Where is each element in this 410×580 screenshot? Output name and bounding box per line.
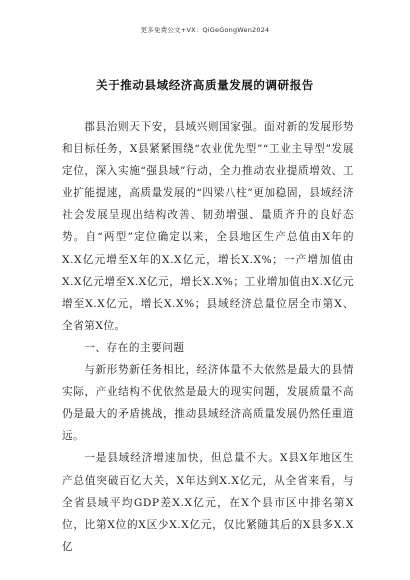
body-paragraph: 一是县域经济增速加快，但总量不大。X县X年地区生产总值突破百亿大关，X年达到X.X亿元，从全省来看，与全省县域平均GDP差X.X亿元，在X个县市区中排名第X位，比第X位的X区少X.X亿元，仅比紧随其后的X县多X.X亿 [62, 452, 354, 553]
body-paragraph: 与新形势新任务相比，经济体量不大依然是最大的县情实际，产业结构不优依然是最大的现实问题，发展质量不高仍是最大的矛盾挑战，推动县域经济高质量发展仍然任重道远。 [62, 364, 354, 443]
section-heading: 一、存在的主要问题 [84, 341, 185, 354]
document-title: 关于推动县域经济高质量发展的调研报告 [96, 78, 314, 92]
intro-paragraph: 郡县治则天下安，县域兴则国家强。面对新的发展形势和目标任务，X县紧紧围绕“农业优先型”“工业主导型”发展定位，深入实施“强县域”行动，全力推动农业提质增效、工业扩能提速，高质量发展的“四梁八柱”更加稳固，县域经济社会发展呈现出结构改善、韧劲增强、量质齐升的良好态势。自“两型”定位确定以来，全县地区生产总值由X年的X.X亿元增至X年的X.X亿元，增长X.X%；一产增加值由X.X亿元增至X.X亿元，增长X.X%；工业增加值由X.X亿元增至X.X亿元，增长X.X%；县域经济总量位居全市第X、全省第X位。 [62, 121, 354, 332]
document-body [62, 116, 354, 558]
header-note: 更多免费公文+VX：QiGeGongWen2024 [140, 26, 270, 34]
